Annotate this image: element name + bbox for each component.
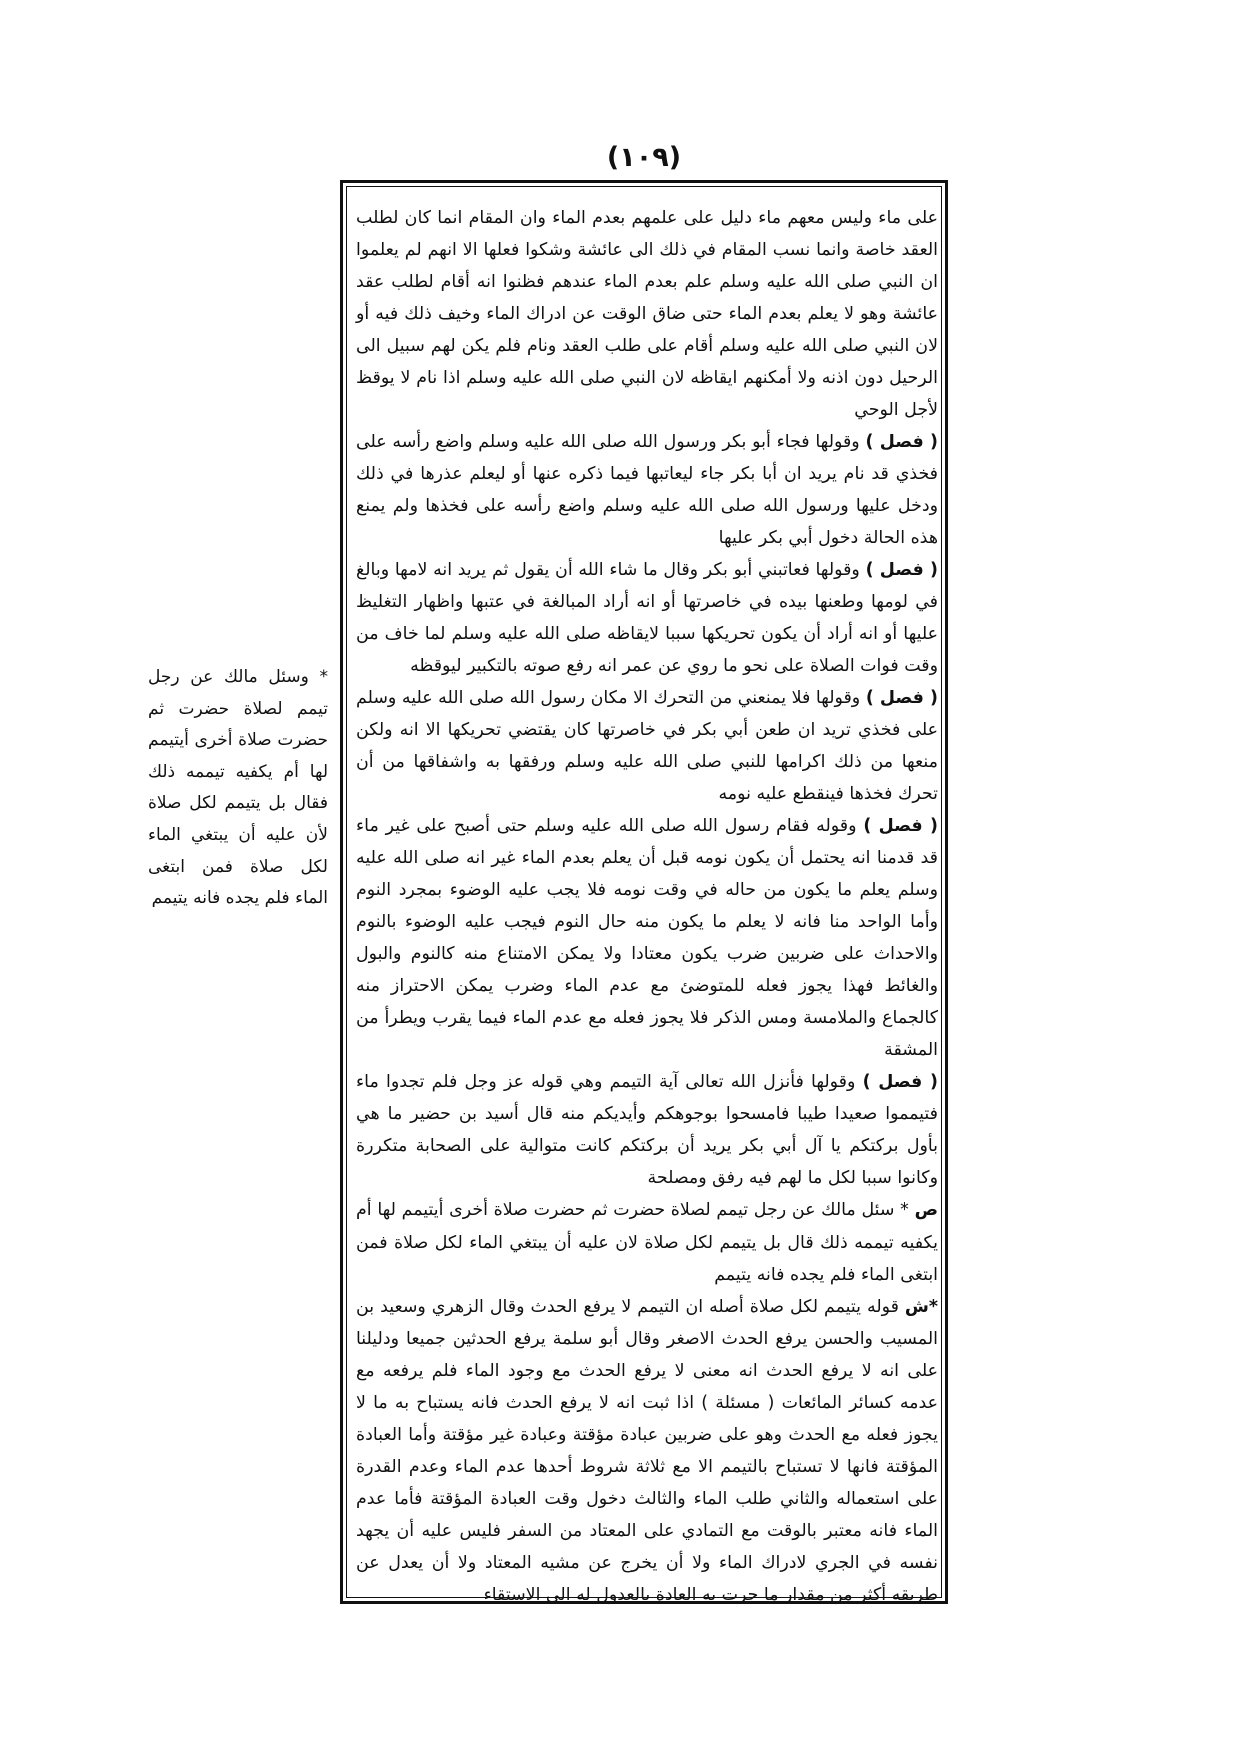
paragraph-text: على ماء وليس معهم ماء دليل على علمهم بعدم الماء وان المقام انما كان لطلب العقد خاصة وانما نسب المقام في ذلك الى عائشة وشكوا فعلها الا انهم لم يعلموا ان النبي صلى الله عليه وسلم علم بعدم الماء عندهم فظنوا انه أقام لطلب عقد عائشة وهو لا يعلم بعدم الماء حتى ضاق الوقت عن ادراك الماء وخيف ذلك فيه أو لان النبي صلى الله عليه وسلم أقام على طلب العقد ونام فلم يكن لهم سبيل الى الرحيل دون اذنه ولا أمكنهم ايقاظه لان النبي صلى الله عليه وسلم اذا نام لا يوقظ لأجل الوحي — [356, 208, 938, 421]
paragraph-text: * سئل مالك عن رجل تيمم لصلاة حضرت ثم حضرت صلاة أخرى أيتيمم لها أم يكفيه تيممه ذلك قال بل يتيمم لكل صلاة لان عليه أن يبتغي الماء لكل صلاة فمن ابتغى الماء فلم يجده فانه يتيمم — [356, 1200, 938, 1285]
paragraph-3 — [356, 554, 938, 682]
paragraph-7 — [356, 1194, 938, 1290]
main-text-block — [356, 202, 938, 1611]
section-marker: ( فصل ) — [865, 560, 939, 581]
section-marker: *ش — [904, 1296, 939, 1317]
paragraph-text: وقولها فلا يمنعني من التحرك الا مكان رسول الله صلى الله عليه وسلم على فخذي تريد ان طعن أبي بكر في خاصرتها كان يقتضي تحريكها الا انه ولكن منعها من ذلك اكرامها للنبي صلى الله عليه وسلم ورفقها به واشفاقها من أن تحرك فخذها فينقطع عليه نومه — [356, 688, 938, 805]
paragraph-text: وقولها فجاء أبو بكر ورسول الله صلى الله عليه وسلم واضع رأسه على فخذي قد نام يريد ان أبا بكر جاء ليعاتبها فيما ذكره عنها أو ليعلم عذرها في ذلك ودخل عليها ورسول الله صلى الله عليه وسلم واضع رأسه على فخذها ولم يمنع هذه الحالة دخول أبي بكر عليها — [356, 432, 938, 549]
paragraph-5 — [356, 810, 938, 1066]
paragraph-6 — [356, 1066, 938, 1194]
section-marker: ( فصل ) — [865, 688, 938, 709]
paragraph-text: وقوله فقام رسول الله صلى الله عليه وسلم حتى أصبح على غير ماء قد قدمنا انه يحتمل أن يكون نومه قبل أن يعلم بعدم الماء غير انه صلى الله عليه وسلم يعلم ما يكون من حاله في وقت نومه فلا يجب عليه الوضوء بمجرد النوم وأما الواحد منا فانه لا يعلم ما يكون منه حال النوم فيجب عليه الوضوء بالنوم والاحداث على ضربين ضرب يكون معتادا ولا يمكن الامتناع منه كالنوم والبول والغائط فهذا يجوز فعله للمتوضئ مع عدم الماء وضرب يمكن الاحتراز منه كالجماع والملامسة ومس الذكر فلا يجوز فعله مع عدم الماء فيما يقرب ويطرأ من المشقة — [356, 816, 938, 1061]
section-marker: ( فصل ) — [865, 432, 939, 453]
paragraph-text: وقولها فعاتبني أبو بكر وقال ما شاء الله أن يقول ثم يريد انه لامها وبالغ في لومها وطعنها بيده في خاصرتها أو انه أراد المبالغة في عتبها واظهار التغليظ عليها أو انه أراد أن يكون تحريكها سببا لايقاظه صلى الله عليه وسلم لما خاف من وقت فوات الصلاة على نحو ما روي عن عمر انه رفع صوته بالتكبير ليوقظه — [356, 560, 938, 677]
margin-note: * وسئل مالك عن رجل تيمم لصلاة حضرت ثم حضرت صلاة أخرى أيتيمم لها أم يكفيه تيممه ذلك فقال بل يتيمم لكل صلاة لأن عليه أن يبتغي الماء لكل صلاة فمن ابتغى الماء فلم يجده فانه يتيمم — [148, 667, 328, 909]
section-marker: ( فصل ) — [862, 1072, 938, 1093]
section-marker: ( فصل ) — [863, 816, 938, 837]
paragraph-1 — [356, 202, 938, 426]
paragraph-8 — [356, 1291, 938, 1611]
page-number: (١٠٩) — [606, 142, 682, 173]
paragraph-4 — [356, 682, 938, 810]
paragraph-2 — [356, 426, 938, 554]
paragraph-text: وقولها فأنزل الله تعالى آية التيمم وهي قوله عز وجل فلم تجدوا ماء فتيمموا صعيدا طيبا فامسحوا بوجوهكم وأيديكم منه قال أسيد بن حضير ما هي بأول بركتكم يا آل أبي بكر يريد أن بركتكم كانت متوالية على الصحابة متكررة وكانوا سببا لكل ما لهم فيه رفق ومصلحة — [356, 1072, 938, 1189]
paragraph-text: قوله يتيمم لكل صلاة أصله ان التيمم لا يرفع الحدث وقال الزهري وسعيد بن المسيب والحسن يرفع الحدث الاصغر وقال أبو سلمة يرفع الحدثين جميعا ودليلنا على انه لا يرفع الحدث انه معنى لا يرفع الحدث مع وجود الماء فلم يرفعه مع عدمه كسائر المائعات ( مسئلة ) اذا ثبت انه لا يرفع الحدث فانه يستباح به ما لا يجوز فعله مع الحدث وهو على ضربين عبادة مؤقتة وعبادة غير مؤقتة وأما العبادة المؤقتة فانها لا تستباح بالتيمم الا مع ثلاثة شروط أحدها عدم الماء وعدم القدرة على استعماله والثاني طلب الماء والثالث دخول وقت العبادة المؤقتة فأما عدم الماء فانه معتبر بالوقت مع التمادي على المعتاد من السفر فليس عليه أن يجهد نفسه في الجري لادراك الماء ولا أن يخرج عن مشيه المعتاد ولا أن يعدل عن طريقه أكثر من مقدار ما جرت به العادة بالعدول له الى الاستقاء — [356, 1296, 938, 1605]
section-marker: ص — [914, 1200, 938, 1221]
